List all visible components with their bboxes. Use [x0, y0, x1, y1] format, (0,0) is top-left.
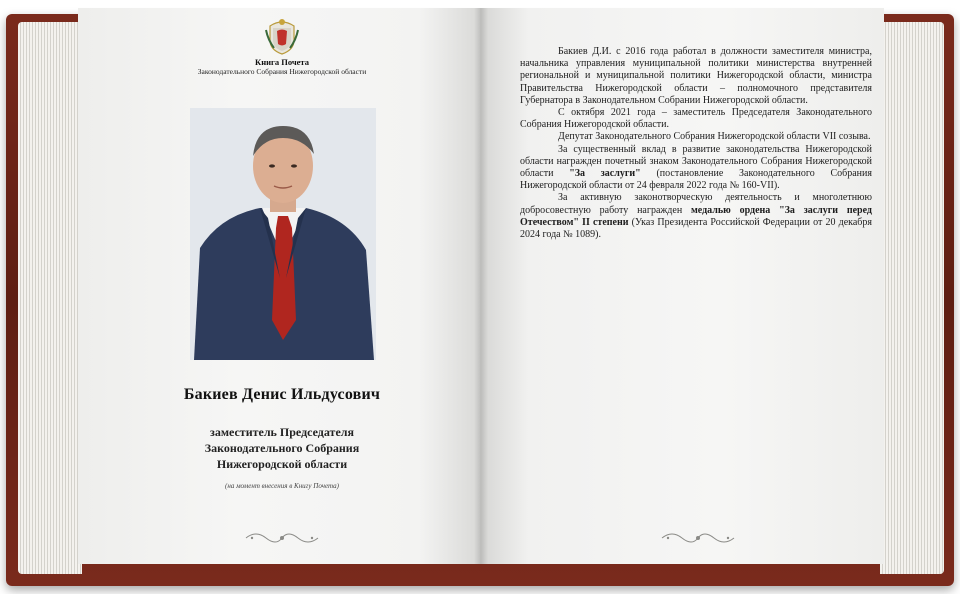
- position-line: заместитель Председателя: [210, 425, 354, 439]
- position-line: Законодательного Собрания: [204, 441, 360, 455]
- page-stack-left: [18, 22, 82, 574]
- bio-text: (постановление Законодательного Собрания Нижегородской области от 24 февраля 2022 года № 160-VII).: [520, 168, 872, 192]
- bio-text: За существенный вклад в развитие законодательства Нижегородской области награжден почетный знаком Законодательного Собрания Нижегородской области: [520, 143, 872, 180]
- bio-paragraph: Депутат Законодательного Собрания Нижегородской области VII созыва.: [558, 131, 871, 143]
- entry-note: (на момент внесения в Книгу Почета): [225, 482, 339, 490]
- biography-text: [520, 46, 872, 241]
- book-subtitle: Законодательного Собрания Нижегородской области: [197, 67, 367, 76]
- book-title: Книга Почета: [255, 57, 309, 67]
- award-name: "За заслуги": [569, 168, 641, 180]
- book-spine: [474, 8, 488, 564]
- ornament-divider-icon: [658, 530, 738, 546]
- coat-of-arms-icon: [264, 16, 300, 56]
- position-title: [160, 424, 404, 472]
- bio-paragraph: [520, 192, 872, 241]
- page-stack-right: [880, 22, 944, 574]
- bio-paragraph: Бакиев Д.И. с 2016 года работал в должности заместителя министра, начальника управления муниципальной политики министерства внутренней региональной и муниципальной политики Нижегородской области, министра Правительства Нижегородской области – полномочного представителя Губернатора в Законодательном Собрании Нижегородской области.: [520, 46, 872, 106]
- person-name: Бакиев Денис Ильдусович: [183, 386, 381, 403]
- position-line: Нижегородской области: [216, 457, 348, 471]
- bio-text: За активную законотворческую деятельность и многолетнюю добросовестную работу награжден: [520, 192, 872, 216]
- bio-text: (Указ Президента Российской Федерации от 20 декабря 2024 года № 1089).: [520, 216, 872, 241]
- ornament-divider-icon: [242, 530, 322, 546]
- bio-paragraph: [520, 144, 872, 193]
- award-name: медалью ордена "За заслуги перед Отечеством" II степени: [520, 204, 872, 228]
- bio-paragraph: С октября 2021 года – заместитель Председателя Законодательного Собрания Нижегородской области.: [520, 107, 872, 131]
- portrait-photo: [190, 108, 376, 360]
